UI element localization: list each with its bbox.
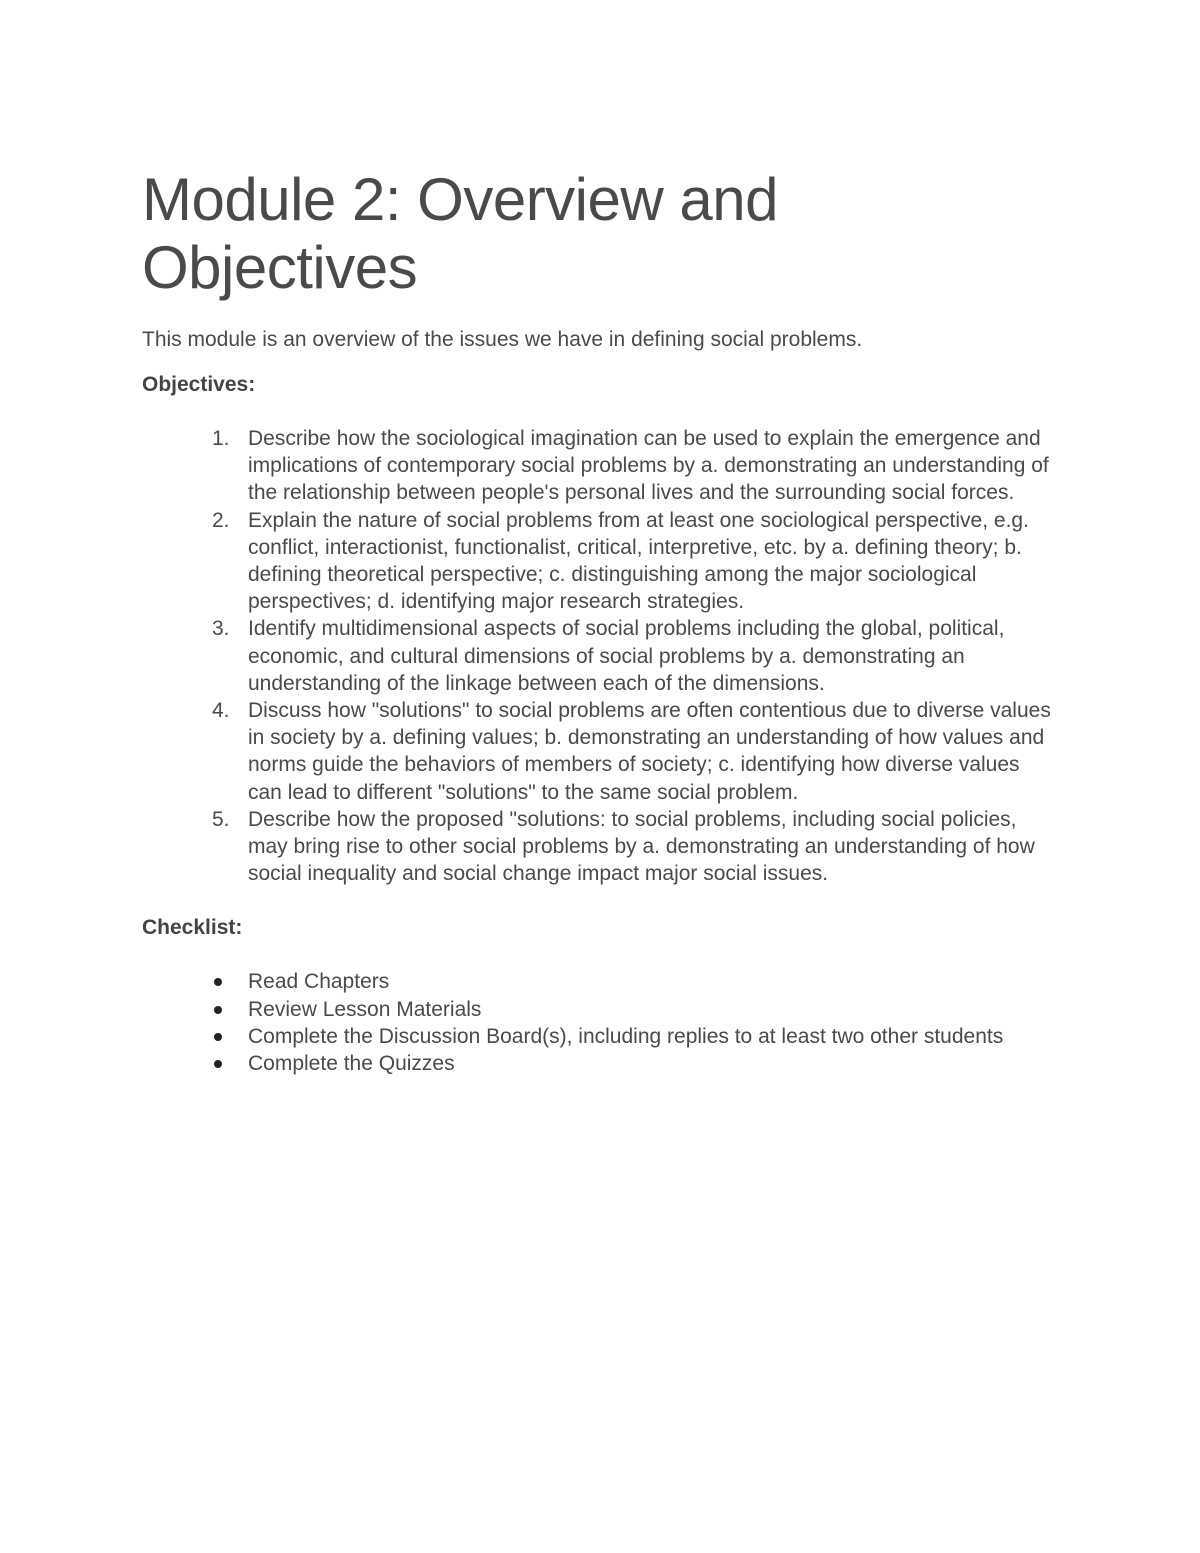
list-number: 2. — [212, 508, 230, 532]
bullet-icon — [214, 978, 222, 986]
objective-item — [142, 425, 1058, 507]
objective-text: Describe how the sociological imagination can be used to explain the emergence and implications of contemporary social problems by a. demonstrating an understanding of the relationship between people's personal lives and the surrounding social forces. — [248, 427, 1049, 505]
page-title: Module 2: Overview and Objectives — [142, 166, 778, 301]
checklist-item — [142, 1023, 1018, 1050]
checklist-list — [142, 968, 1062, 1077]
bullet-icon — [214, 1060, 222, 1068]
bullet-icon — [214, 1033, 222, 1041]
list-number: 5. — [212, 807, 230, 831]
checklist-text: Read Chapters — [248, 970, 390, 994]
list-number: 3. — [212, 617, 230, 641]
checklist-text: Complete the Discussion Board(s), including replies to at least two other students — [248, 1024, 1004, 1048]
objectives-heading: Objectives: — [142, 373, 256, 396]
objective-text: Describe how the proposed "solutions: to social problems, including social policies, may bring rise to other social problems by a. demonstrating an understanding of how social inequality and social change impact major social issues. — [248, 807, 1035, 886]
checklist-item — [142, 996, 1018, 1023]
checklist-text: Review Lesson Materials — [248, 997, 482, 1021]
checklist-item — [142, 968, 1018, 995]
objective-item — [142, 806, 1058, 888]
objective-item — [142, 615, 1058, 697]
bullet-icon — [214, 1006, 222, 1014]
objective-item — [142, 697, 1058, 806]
list-number: 4. — [212, 699, 230, 723]
objective-item — [142, 507, 1058, 616]
checklist-text: Complete the Quizzes — [248, 1052, 455, 1076]
list-number: 1. — [212, 427, 230, 450]
checklist-heading: Checklist: — [142, 916, 243, 940]
objective-text: Identify multidimensional aspects of social problems including the global, political, economic, and cultural dimensions of social problems by a. demonstrating an understanding of the linkage between each of the dimensions. — [248, 617, 1005, 695]
objective-text: Explain the nature of social problems from at least one sociological perspective, e.g. conflict, interactionist, functionalist, critical, interpretive, etc. by a. defining theory; b. defining theoretical perspective; c. distinguishing among the major sociological perspectives; d. identifying major research strategies. — [248, 508, 1029, 614]
intro-paragraph: This module is an overview of the issues we have in defining social problems. — [142, 328, 863, 351]
document-page — [142, 166, 1062, 1077]
objective-text: Discuss how "solutions" to social problems are often contentious due to diverse values in society by a. defining values; b. demonstrating an understanding of how values and norms guide the behaviors of members of society; c. identifying how diverse values can lead to different "solutions" to the same social problem. — [248, 699, 1051, 804]
checklist-item — [142, 1050, 1018, 1077]
objectives-list — [142, 425, 1062, 887]
